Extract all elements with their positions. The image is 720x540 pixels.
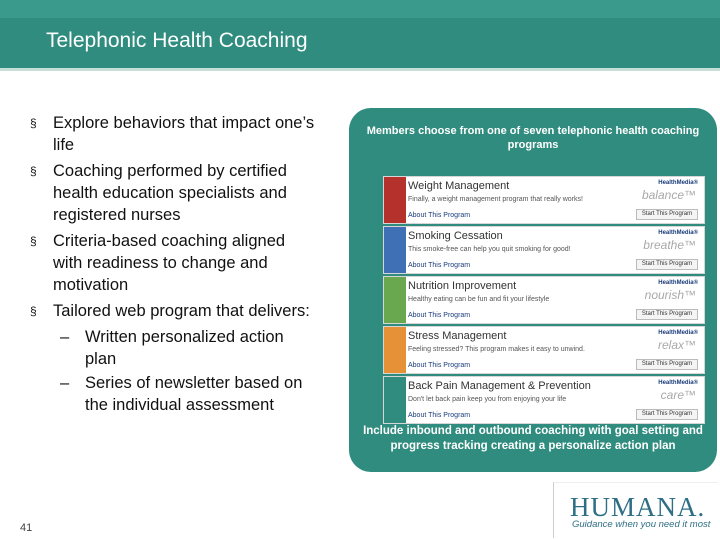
sub-bullet-marker: – <box>60 328 70 346</box>
bullet-text: Tailored web program that delivers: <box>53 302 310 320</box>
page-number: 41 <box>20 522 33 534</box>
program-title: Nutrition Improvement <box>408 280 517 292</box>
bullet-text: Explore behaviors that impact one’s life <box>53 114 315 154</box>
sub-bullet-text: Written personalized action plan <box>85 328 284 368</box>
bullet-item <box>28 112 318 156</box>
program-card <box>383 376 705 424</box>
program-list <box>383 176 705 426</box>
bullet-item <box>28 300 318 322</box>
program-card <box>383 176 705 224</box>
start-program-button[interactable]: Start This Program <box>636 409 698 420</box>
header-band <box>0 0 720 18</box>
bullet-text: Coaching performed by certified health education specialists and registered nurses <box>53 162 287 224</box>
program-description: Healthy eating can be fun and fit your lifestyle <box>408 296 550 303</box>
program-brand: HealthMedia® <box>658 280 698 286</box>
program-color-strip <box>384 227 406 273</box>
program-color-strip <box>384 327 406 373</box>
program-brand: HealthMedia® <box>658 180 698 186</box>
logo-tagline: Guidance when you need it most <box>572 519 711 530</box>
program-brand: HealthMedia® <box>658 230 698 236</box>
about-program-link[interactable]: About This Program <box>408 362 471 369</box>
program-title: Stress Management <box>408 330 507 342</box>
program-color-strip <box>384 277 406 323</box>
bullet-list <box>28 112 318 416</box>
about-program-link[interactable]: About This Program <box>408 312 471 319</box>
sub-bullet-item <box>28 326 318 370</box>
header-divider <box>0 68 720 71</box>
program-title: Weight Management <box>408 180 510 192</box>
program-card <box>383 326 705 374</box>
sub-bullet-text: Series of newsletter based on the individual assessment <box>85 374 303 414</box>
program-title: Back Pain Management & Prevention <box>408 380 591 392</box>
bullet-marker: § <box>30 116 37 130</box>
panel-top-text: Members choose from one of seven telephonic health coaching programs <box>366 125 700 151</box>
start-program-button[interactable]: Start This Program <box>636 359 698 370</box>
about-program-link[interactable]: About This Program <box>408 412 471 419</box>
slide-title: Telephonic Health Coaching <box>46 29 308 52</box>
bullet-marker: § <box>30 304 37 318</box>
program-card <box>383 226 705 274</box>
program-description: Feeling stressed? This program makes it easy to unwind. <box>408 346 585 353</box>
start-program-button[interactable]: Start This Program <box>636 209 698 220</box>
program-card <box>383 276 705 324</box>
about-program-link[interactable]: About This Program <box>408 212 471 219</box>
program-description: Don't let back pain keep you from enjoying your life <box>408 396 567 403</box>
sub-bullet-item <box>28 372 318 416</box>
bullet-text: Criteria-based coaching aligned with readiness to change and motivation <box>53 232 286 294</box>
program-brand: HealthMedia® <box>658 380 698 386</box>
sub-bullet-marker: – <box>60 374 70 392</box>
program-brand: HealthMedia® <box>658 330 698 336</box>
program-sub-brand: nourish™ <box>644 288 696 302</box>
program-sub-brand: breathe™ <box>643 238 696 252</box>
about-program-link[interactable]: About This Program <box>408 262 471 269</box>
bullet-marker: § <box>30 164 37 178</box>
program-sub-brand: care™ <box>660 388 696 402</box>
program-color-strip <box>384 177 406 223</box>
logo-name: HUMANA. <box>570 492 706 522</box>
bullet-marker: § <box>30 234 37 248</box>
bullet-item <box>28 160 318 226</box>
program-color-strip <box>384 377 406 423</box>
humana-logo <box>553 482 718 538</box>
program-sub-brand: relax™ <box>657 338 696 352</box>
program-description: Finally, a weight management program that really works! <box>408 196 583 203</box>
header-bar <box>0 0 720 68</box>
program-title: Smoking Cessation <box>408 230 503 242</box>
program-sub-brand: balance™ <box>641 188 696 202</box>
bullet-item <box>28 230 318 296</box>
start-program-button[interactable]: Start This Program <box>636 309 698 320</box>
panel-bottom-text: Include inbound and outbound coaching with goal setting and progress tracking creating a personalize action plan <box>363 425 703 452</box>
program-description: This smoke-free can help you quit smoking for good! <box>408 246 571 253</box>
start-program-button[interactable]: Start This Program <box>636 259 698 270</box>
